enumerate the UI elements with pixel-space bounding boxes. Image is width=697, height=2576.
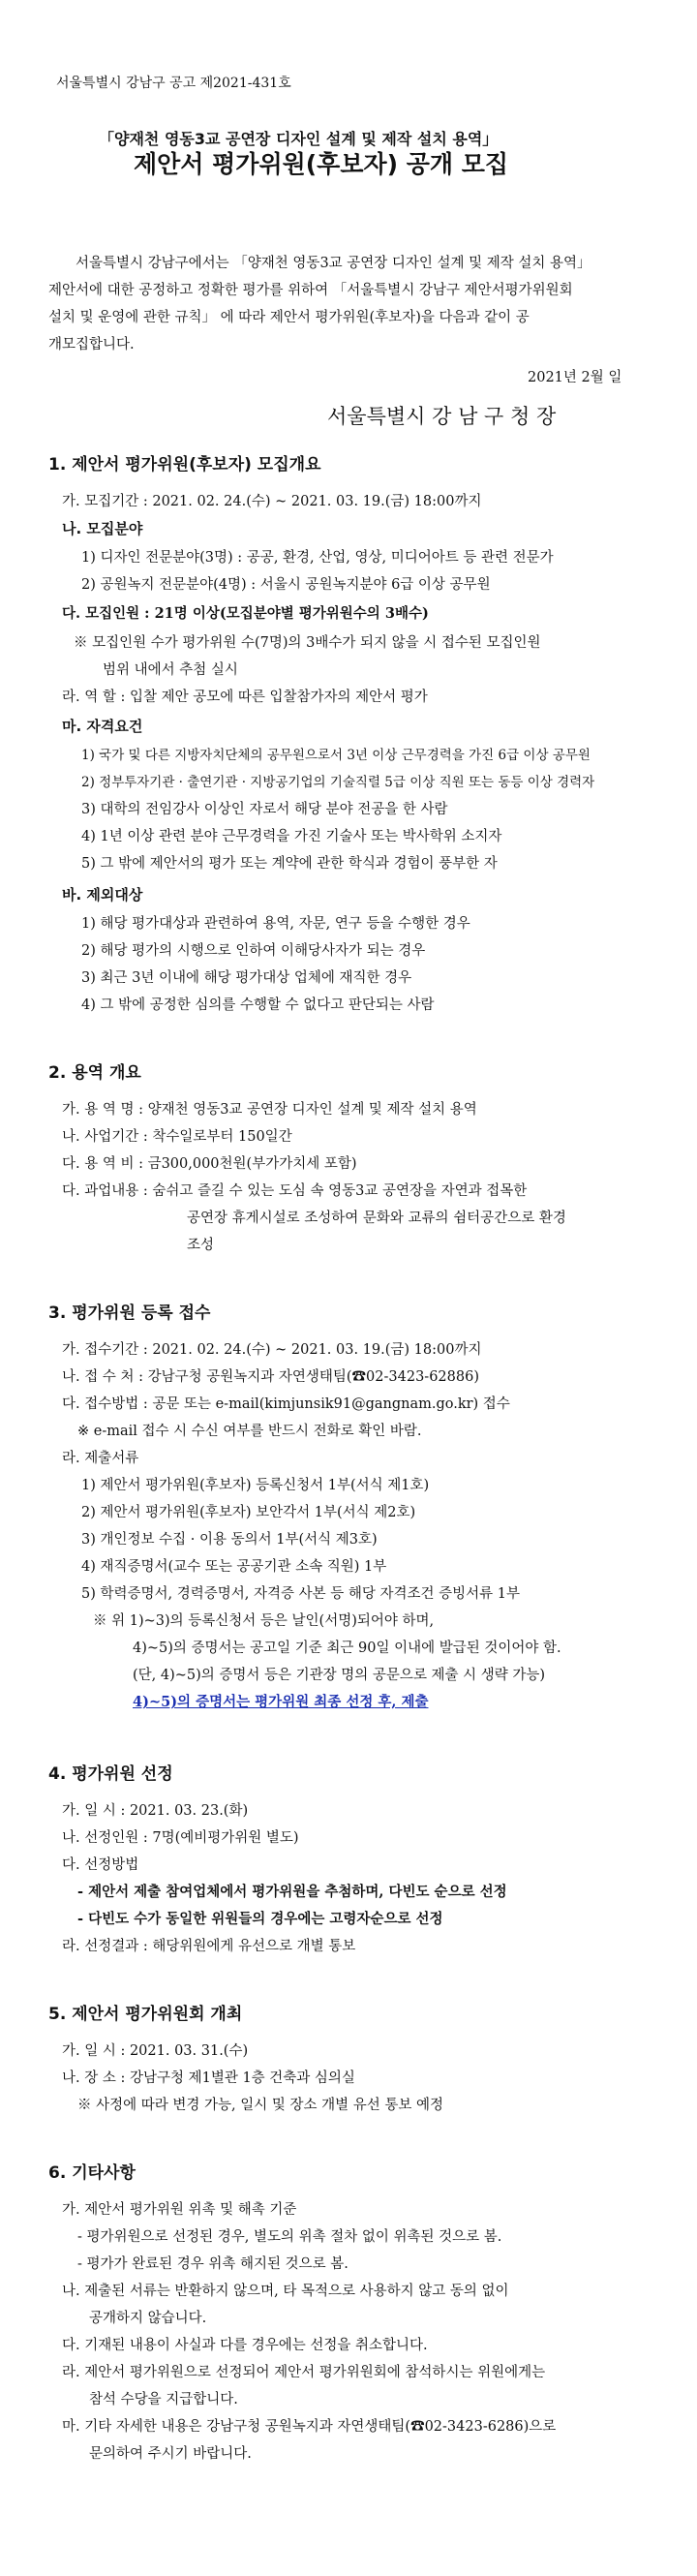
selection-item: 나. 선정인원 : 7명(예비평가위원 별도) — [62, 1830, 299, 1846]
service-item: 다. 용 역 비 : 금300,000천원(부가가치세 포함) — [62, 1156, 357, 1172]
misc-item-cont: 공개하지 않습니다. — [89, 2311, 207, 2326]
document-item: 1) 제안서 평가위원(후보자) 등록신청서 1부(서식 제1호) — [81, 1478, 430, 1493]
qualification-item: 5) 그 밖에 제안서의 평가 또는 계약에 관한 학식과 경험이 풍부한 자 — [81, 856, 498, 872]
field-item: 2) 공원녹지 전문분야(4명) : 서울시 공원녹지분야 6급 이상 공무원 — [81, 577, 491, 593]
registration-item: 가. 접수기간 : 2021. 02. 24.(수) ~ 2021. 03. 19.(금) 18:00까지 — [62, 1342, 482, 1358]
section-3-title: 3. 평가위원 등록 접수 — [48, 1303, 211, 1323]
misc-item: 마. 기타 자세한 내용은 강남구청 공원녹지과 자연생태팀(☎02-3423-6286)으로 — [62, 2419, 557, 2435]
qualification-item: 4) 1년 이상 관련 분야 근무경력을 가진 기술사 또는 박사학위 소지자 — [81, 829, 502, 844]
section-1-title: 1. 제안서 평가위원(후보자) 모집개요 — [48, 455, 321, 475]
field-item: 1) 디자인 전문분야(3명) : 공공, 환경, 산업, 영상, 미디어아트 등 관련 전문가 — [81, 550, 554, 566]
service-item-cont: 조성 — [187, 1238, 215, 1253]
qualification-heading: 마. 자격요건 — [62, 718, 143, 735]
documents-heading: 라. 제출서류 — [62, 1451, 139, 1466]
meeting-item: 가. 일 시 : 2021. 03. 31.(수) — [62, 2043, 249, 2059]
qualification-item: 1) 국가 및 다른 지방자치단체의 공무원으로서 3년 이상 근무경력을 가진 6급 이상 공무원 — [81, 748, 591, 763]
section-2-title: 2. 용역 개요 — [48, 1063, 141, 1083]
document-item: 3) 개인정보 수집 · 이용 동의서 1부(서식 제3호) — [81, 1532, 378, 1548]
misc-item: 라. 제안서 평가위원으로 선정되어 제안서 평가위원회에 참석하시는 위원에게는 — [62, 2365, 546, 2380]
misc-item: 다. 기재된 내용이 사실과 다를 경우에는 선정을 취소합니다. — [62, 2338, 428, 2353]
exclusion-heading: 바. 제외대상 — [62, 886, 143, 904]
service-item-cont: 공연장 휴게시설로 조성하여 문화와 교류의 쉼터공간으로 환경 — [187, 1211, 566, 1226]
selection-item: 가. 일 시 : 2021. 03. 23.(화) — [62, 1803, 249, 1819]
role: 라. 역 할 : 입찰 제안 공모에 따른 입찰참가자의 제안서 평가 — [62, 690, 428, 705]
misc-item-cont: 문의하여 주시기 바랍니다. — [89, 2446, 252, 2462]
exclusion-item: 1) 해당 평가대상과 관련하여 용역, 자문, 연구 등을 수행한 경우 — [81, 916, 470, 932]
notice-number: 서울특별시 강남구 공고 제2021-431호 — [56, 76, 291, 91]
intro-line: 제안서에 대한 공정하고 정확한 평가를 위하여 「서울특별시 강남구 제안서평가위원회 — [48, 283, 573, 298]
document-remark-highlight: 4)~5)의 증명서는 평가위원 최종 선정 후, 제출 — [133, 1694, 429, 1710]
qualification-item: 3) 대학의 전임강사 이상인 자로서 해당 분야 전공을 한 사람 — [81, 802, 448, 817]
intro-line: 서울특별시 강남구에서는 「양재천 영동3교 공연장 디자인 설계 및 제작 설치 용역」 — [76, 256, 591, 271]
exclusion-item: 4) 그 밖에 공정한 심의를 수행할 수 없다고 판단되는 사람 — [81, 997, 435, 1013]
selection-method: - 다빈도 수가 동일한 위원들의 경우에는 고령자순으로 선정 — [77, 1911, 443, 1927]
field-heading: 나. 모집분야 — [62, 520, 143, 537]
exclusion-item: 3) 최근 3년 이내에 해당 평가대상 업체에 재직한 경우 — [81, 970, 412, 986]
issuer: 서울특별시 강 남 구 청 장 — [327, 405, 557, 428]
intro-line: 개모집합니다. — [48, 337, 135, 353]
email-note: ※ e-mail 접수 시 수신 여부를 반드시 전화로 확인 바람. — [77, 1424, 422, 1439]
count-note: 범위 내에서 추첨 실시 — [103, 662, 238, 678]
qualification-item: 2) 정부투자기관 · 출연기관 · 지방공기업의 기술직렬 5급 이상 직원 또는 동등 이상 경력자 — [81, 775, 595, 790]
recruit-period: 가. 모집기간 : 2021. 02. 24.(수) ~ 2021. 03. 19.(금) 18:00까지 — [62, 494, 482, 509]
misc-item: 나. 제출된 서류는 반환하지 않으며, 타 목적으로 사용하지 않고 동의 없이 — [62, 2284, 509, 2299]
selection-item: 다. 선정방법 — [62, 1857, 139, 1873]
document-item: 4) 재직증명서(교수 또는 공공기관 소속 직원) 1부 — [81, 1559, 387, 1575]
count-note: ※ 모집인원 수가 평가위원 수(7명)의 3배수가 되지 않을 시 접수된 모집인원 — [74, 635, 541, 651]
document-item: 2) 제안서 평가위원(후보자) 보안각서 1부(서식 제2호) — [81, 1505, 416, 1520]
document-remark: 4)~5)의 증명서는 공고일 기준 최근 90일 이내에 발급된 것이어야 함. — [133, 1641, 561, 1656]
recruit-count: 다. 모집인원 : 21명 이상(모집분야별 평가위원수의 3배수) — [62, 605, 429, 622]
section-6-title: 6. 기타사항 — [48, 2163, 136, 2183]
project-title: 「양재천 영동3교 공연장 디자인 설계 및 제작 설치 용역」 — [99, 130, 499, 148]
document-remark: (단, 4)~5)의 증명서 등은 기관장 명의 공문으로 제출 시 생략 가능) — [133, 1668, 546, 1683]
service-item: 나. 사업기간 : 착수일로부터 150일간 — [62, 1129, 292, 1145]
selection-result: 라. 선정결과 : 해당위원에게 유선으로 개별 통보 — [62, 1939, 356, 1954]
document-remark: ※ 위 1)~3)의 등록신청서 등은 날인(서명)되어야 하며, — [93, 1613, 435, 1629]
intro-line: 설치 및 운영에 관한 규칙」 에 따라 제안서 평가위원(후보자)을 다음과 같이 공 — [48, 310, 530, 325]
misc-item: 가. 제안서 평가위원 위촉 및 해촉 기준 — [62, 2202, 297, 2218]
service-item: 가. 용 역 명 : 양재천 영동3교 공연장 디자인 설계 및 제작 설치 용역 — [62, 1102, 477, 1118]
misc-item-cont: 참석 수당을 지급합니다. — [89, 2392, 238, 2407]
meeting-note: ※ 사정에 따라 변경 가능, 일시 및 장소 개별 유선 통보 예정 — [77, 2098, 443, 2113]
misc-subitem: - 평가가 완료된 경우 위촉 해지된 것으로 봄. — [77, 2256, 348, 2272]
registration-item: 나. 접 수 처 : 강남구청 공원녹지과 자연생태팀(☎02-3423-62886) — [62, 1369, 479, 1385]
registration-item: 다. 접수방법 : 공문 또는 e-mail(kimjunsik91@gangnam.go.kr) 접수 — [62, 1396, 510, 1412]
selection-method: - 제안서 제출 참여업체에서 평가위원을 추첨하며, 다빈도 순으로 선정 — [77, 1884, 507, 1900]
service-item: 다. 과업내용 : 숨쉬고 즐길 수 있는 도심 속 영동3교 공연장을 자연과 접목한 — [62, 1183, 528, 1199]
section-5-title: 5. 제안서 평가위원회 개최 — [48, 2005, 243, 2024]
notice-date: 2021년 2월 일 — [528, 370, 622, 385]
section-4-title: 4. 평가위원 선정 — [48, 1764, 173, 1784]
document-item: 5) 학력증명서, 경력증명서, 자격증 사본 등 해당 자격조건 증빙서류 1부 — [81, 1586, 520, 1602]
page-title: 제안서 평가위원(후보자) 공개 모집 — [134, 150, 509, 178]
meeting-item: 나. 장 소 : 강남구청 제1별관 1층 건축과 심의실 — [62, 2070, 355, 2086]
exclusion-item: 2) 해당 평가의 시행으로 인하여 이해당사자가 되는 경우 — [81, 943, 426, 959]
misc-subitem: - 평가위원으로 선정된 경우, 별도의 위촉 절차 없이 위촉된 것으로 봄. — [77, 2229, 502, 2245]
